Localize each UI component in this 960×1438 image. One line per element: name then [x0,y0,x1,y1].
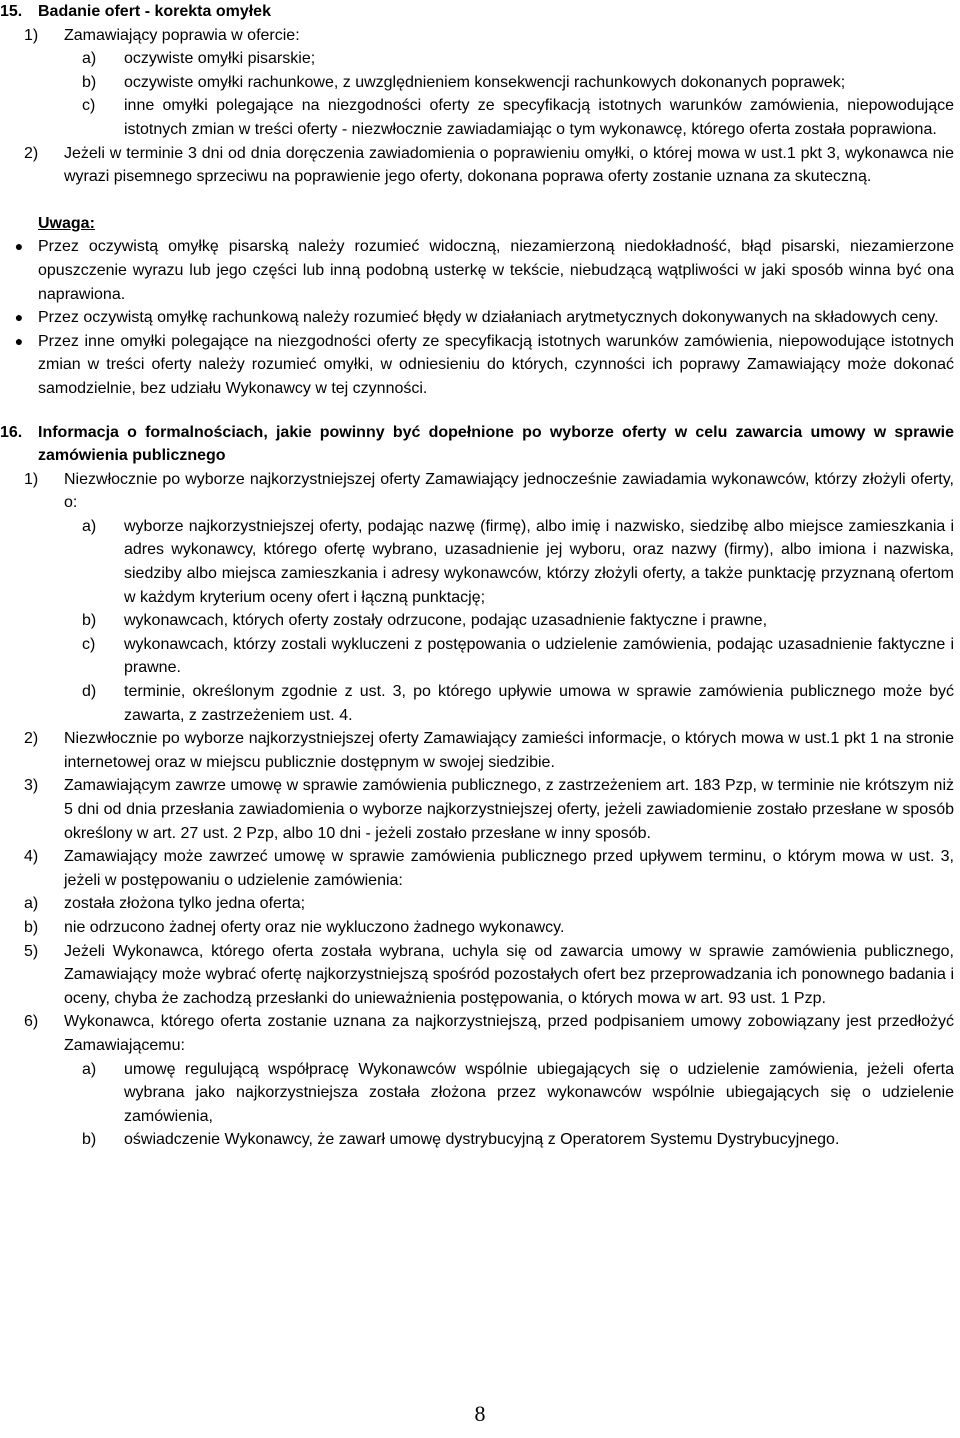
list-item-text: Zamawiający może zawrzeć umowę w sprawie zamówienia publicznego przed upływem terminu, o którym mowa w ust. 3, jeżeli w postępowaniu o udzielenie zamówienia: [64,848,954,889]
list-item [24,916,954,940]
sub-list-item [82,680,954,727]
list-item-text: umowę regulującą współpracę Wykonawców wspólnie ubiegających się o udzielenie zamówienia, jeżeli oferta wybrana jako najkorzystniejsza została złożona przez wykonawców wspólnie ubiegających się o udzielenie zamówienia, [124,1060,954,1125]
list-marker: b) [24,918,39,936]
list-marker: a) [82,50,97,68]
sub-list-item [82,1128,954,1152]
list-marker: 4) [24,848,39,866]
list-item [24,727,954,774]
list-item-text: oczywiste omyłki pisarskie; [124,50,316,68]
list-marker: b) [82,73,97,91]
section-15-heading [0,0,954,24]
sub-list-item [82,71,954,95]
list-item [24,24,954,48]
list-marker: 5) [24,942,39,960]
list-item [24,892,954,916]
list-item-text: wykonawcach, których oferty zostały odrzucone, podając uzasadnienie faktyczne i prawne, [124,612,768,630]
bullet-text: Przez oczywistą omyłkę pisarską należy rozumieć widoczną, niezamierzoną niedokładność, błąd pisarski, niezamierzone opuszczenie wyrazu lub jego części lub inną podobną usterkę w tekście, niebudzącą wątpliwości w jaki sposób winna być ona naprawiona. [38,238,954,303]
list-item-text: terminie, określonym zgodnie z ust. 3, po którego upływie umowa w sprawie zamówienia publicznego może być zawarta, z zastrzeżeniem ust. 4. [124,683,954,724]
list-item [24,468,954,515]
bullet-text: Przez inne omyłki polegające na niezgodności oferty ze specyfikacją istotnych warunków zamówienia, niepowodujące istotnych zmian w treści oferty należy rozumieć omyłki, w odniesieniu do których, czynności ich poprawy Zamawiający może dokonać samodzielnie, bez udziału Wykonawcy w tej czynności. [38,332,954,397]
bullet-item [0,330,954,401]
list-marker: a) [24,895,39,913]
bullet-item [0,306,954,330]
list-item-text: wyborze najkorzystniejszej oferty, podając nazwę (firmę), albo imię i nazwisko, siedzibę albo miejsce zamieszkania i adres wykonawcy, którego ofertę wybrano, uzasadnienie jej wyboru, oraz nazwy (firmy), albo imiona i nazwiska, siedziby albo miejsca zamieszkania i adresy wykonawców, którzy złożyli oferty, a także punktację przyznaną ofertom w każdym kryterium oceny ofert i łączną punktację; [124,517,954,606]
list-marker: a) [82,517,97,535]
list-marker: c) [82,97,96,115]
list-item [24,1010,954,1057]
list-item [24,774,954,845]
list-marker: d) [82,683,97,701]
list-marker: 6) [24,1013,39,1031]
sub-list-item [82,515,954,609]
section-number: 15. [0,3,23,20]
list-marker: b) [82,1131,97,1149]
list-marker: 1) [24,470,39,488]
sub-list-item [82,1058,954,1129]
list-item-text: Wykonawca, którego oferta zostanie uznana za najkorzystniejszą, przed podpisaniem umowy zobowiązany jest przedłożyć Zamawiającemu: [64,1013,954,1054]
bullet-icon: ● [14,238,24,255]
list-marker: c) [82,635,96,653]
list-item-text: została złożona tylko jedna oferta; [64,895,306,913]
list-item [24,940,954,1011]
list-item-text: oczywiste omyłki rachunkowe, z uwzględnieniem konsekwencji rachunkowych dokonanych poprawek; [124,73,846,91]
list-item-text: Niezwłocznie po wyborze najkorzystniejszej oferty Zamawiający zamieści informacje, o których mowa w ust.1 pkt 1 na stronie internetowej oraz w miejscu publicznie dostępnym w swojej siedzibie. [64,730,954,771]
list-marker: 2) [24,144,39,162]
list-marker: a) [82,1060,97,1078]
section-title: Informacja o formalnościach, jakie powinny być dopełnione po wyborze oferty w celu zawarcia umowy w sprawie zamówienia publicznego [38,423,954,465]
list-item-text: Niezwłocznie po wyborze najkorzystniejszej oferty Zamawiający jednocześnie zawiadamia wykonawców, którzy złożyli oferty, o: [64,470,954,512]
list-item-text: Zamawiającym zawrze umowę w sprawie zamówienia publicznego, z zastrzeżeniem art. 183 Pzp, w terminie nie krótszym niż 5 dni od dnia przesłania zawiadomienia o wyborze najkorzystniejszej oferty, jeżeli zawiadomienie zostało przesłane w sposób określony w art. 27 ust. 2 Pzp, albo 10 dni - jeżeli zostało przesłane w inny sposób. [64,777,954,842]
bullet-icon: ● [14,309,24,326]
page-number: 8 [474,1401,486,1426]
list-item-text: nie odrzucono żadnej oferty oraz nie wykluczono żadnego wykonawcy. [64,918,565,936]
section-spacer [0,401,954,421]
list-item [24,845,954,892]
section-16-heading [0,421,954,468]
list-marker: 2) [24,730,39,748]
list-marker: 1) [24,26,39,44]
list-marker: 3) [24,777,39,795]
section-number: 16. [0,423,23,441]
sub-list-item [82,609,954,633]
bullet-text: Przez oczywistą omyłkę rachunkową należy rozumieć błędy w działaniach arytmetycznych dokonywanych na składowych ceny. [38,309,939,327]
sub-list-item [82,94,954,141]
bullet-icon: ● [14,332,24,349]
sub-list-item [82,47,954,71]
section-title: Badanie ofert - korekta omyłek [38,3,271,20]
list-marker: b) [82,612,97,630]
list-item-text: oświadczenie Wykonawcy, że zawarł umowę dystrybucyjną z Operatorem Systemu Dystrybucyjnego. [124,1131,840,1149]
list-item-text: wykonawcach, którzy zostali wykluczeni z postępowania o udzielenie zamówienia, podając uzasadnienie faktyczne i prawne. [124,635,954,677]
note-label: Uwaga: [38,214,95,232]
list-item [24,142,954,189]
bullet-item [0,235,954,306]
sub-list-item [82,633,954,680]
list-item-text: Jeżeli Wykonawca, którego oferta została wybrana, uchyla się od zawarcia umowy w sprawie zamówienia publicznego, Zamawiający może wybrać ofertę najkorzystniejszą spośród pozostałych ofert bez przeprowadzania ich ponownego badania i oceny, chyba że zachodzą przesłanki do unieważnienia postępowania, o których mowa w art. 93 ust. 1 Pzp. [64,942,954,1007]
list-item-text: Zamawiający poprawia w ofercie: [64,26,300,44]
list-item-text: Jeżeli w terminie 3 dni od dnia doręczenia zawiadomienia o poprawieniu omyłki, o której mowa w ust.1 pkt 3, wykonawca nie wyrazi pisemnego sprzeciwu na poprawienie jego oferty, dokonana poprawa oferty zostanie uznana za skuteczną. [64,144,954,186]
list-item-text: inne omyłki polegające na niezgodności oferty ze specyfikacją istotnych warunków zamówienia, niepowodujące istotnych zmian w treści oferty - niezwłocznie zawiadamiając o tym wykonawcę, którego oferta została poprawiona. [124,97,954,138]
